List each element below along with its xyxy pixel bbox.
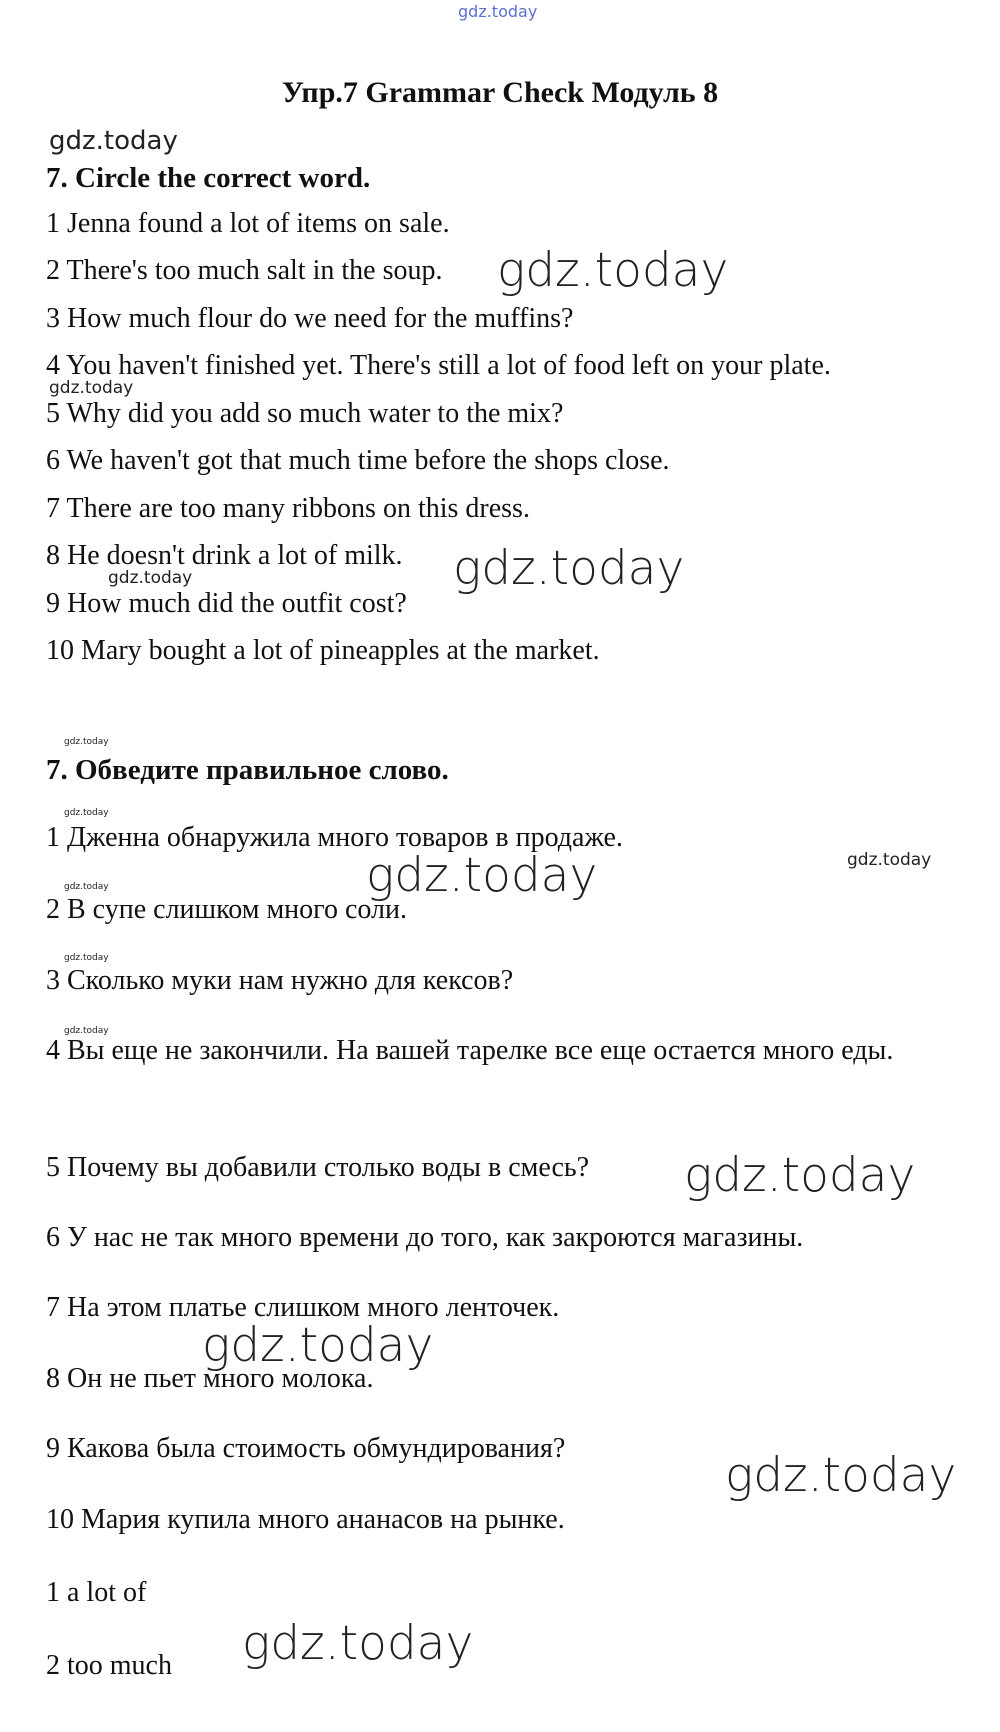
watermark: gdz.today xyxy=(684,1148,916,1203)
watermark: gdz.today xyxy=(49,126,178,156)
watermark: gdz.today xyxy=(202,1318,434,1373)
watermark: gdz.today xyxy=(242,1616,474,1671)
english-sentence: 3 How much flour do we need for the muffins? xyxy=(46,303,574,334)
russian-sentence: 10 Мария купила много ананасов на рынке. xyxy=(46,1504,565,1535)
english-sentence: 9 How much did the outfit cost? xyxy=(46,588,407,619)
answer-item: 1 a lot of xyxy=(46,1577,147,1608)
watermark: gdz.today xyxy=(64,882,109,892)
watermark: gdz.today xyxy=(847,850,932,870)
watermark: gdz.today xyxy=(64,737,109,747)
watermark: gdz.today xyxy=(64,1026,109,1036)
watermark: gdz.today xyxy=(49,378,134,398)
watermark: gdz.today xyxy=(108,568,193,588)
russian-sentence: 8 Он не пьет много молока. xyxy=(46,1363,374,1394)
russian-sentence: 1 Дженна обнаружила много товаров в продаже. xyxy=(46,822,623,853)
russian-heading: 7. Обведите правильное слово. xyxy=(46,754,449,786)
page-title: Упр.7 Grammar Check Модуль 8 xyxy=(281,76,719,109)
english-sentence: 6 We haven't got that much time before the shops close. xyxy=(46,445,670,476)
english-sentence: 2 There's too much salt in the soup. xyxy=(46,255,443,286)
english-sentence: 4 You haven't finished yet. There's still a lot of food left on your plate. xyxy=(46,350,831,381)
english-sentence: 10 Mary bought a lot of pineapples at the market. xyxy=(46,635,600,666)
english-sentence: 7 There are too many ribbons on this dress. xyxy=(46,493,530,524)
russian-sentence: 2 В супе слишком много соли. xyxy=(46,894,407,925)
russian-sentence: 5 Почему вы добавили столько воды в смесь? xyxy=(46,1152,590,1183)
russian-sentence: 7 На этом платье слишком много ленточек. xyxy=(46,1292,560,1323)
watermark-top: gdz.today xyxy=(458,2,538,21)
english-sentence: 5 Why did you add so much water to the mix? xyxy=(46,398,564,429)
english-sentence: 1 Jenna found a lot of items on sale. xyxy=(46,208,450,239)
answer-item: 2 too much xyxy=(46,1650,172,1681)
english-heading: 7. Circle the correct word. xyxy=(46,162,371,194)
watermark: gdz.today xyxy=(366,848,598,903)
watermark: gdz.today xyxy=(453,541,685,596)
russian-sentence: 9 Какова была стоимость обмундирования? xyxy=(46,1433,566,1464)
russian-sentence: 6 У нас не так много времени до того, как закроются магазины. xyxy=(46,1222,804,1253)
watermark: gdz.today xyxy=(64,953,109,963)
russian-sentence: 4 Вы еще не закончили. На вашей тарелке все еще остается много еды. xyxy=(46,1035,894,1066)
russian-sentence: 3 Сколько муки нам нужно для кексов? xyxy=(46,965,514,996)
watermark: gdz.today xyxy=(64,808,109,818)
watermark: gdz.today xyxy=(725,1448,957,1503)
english-sentence: 8 He doesn't drink a lot of milk. xyxy=(46,540,403,571)
watermark: gdz.today xyxy=(497,243,729,298)
